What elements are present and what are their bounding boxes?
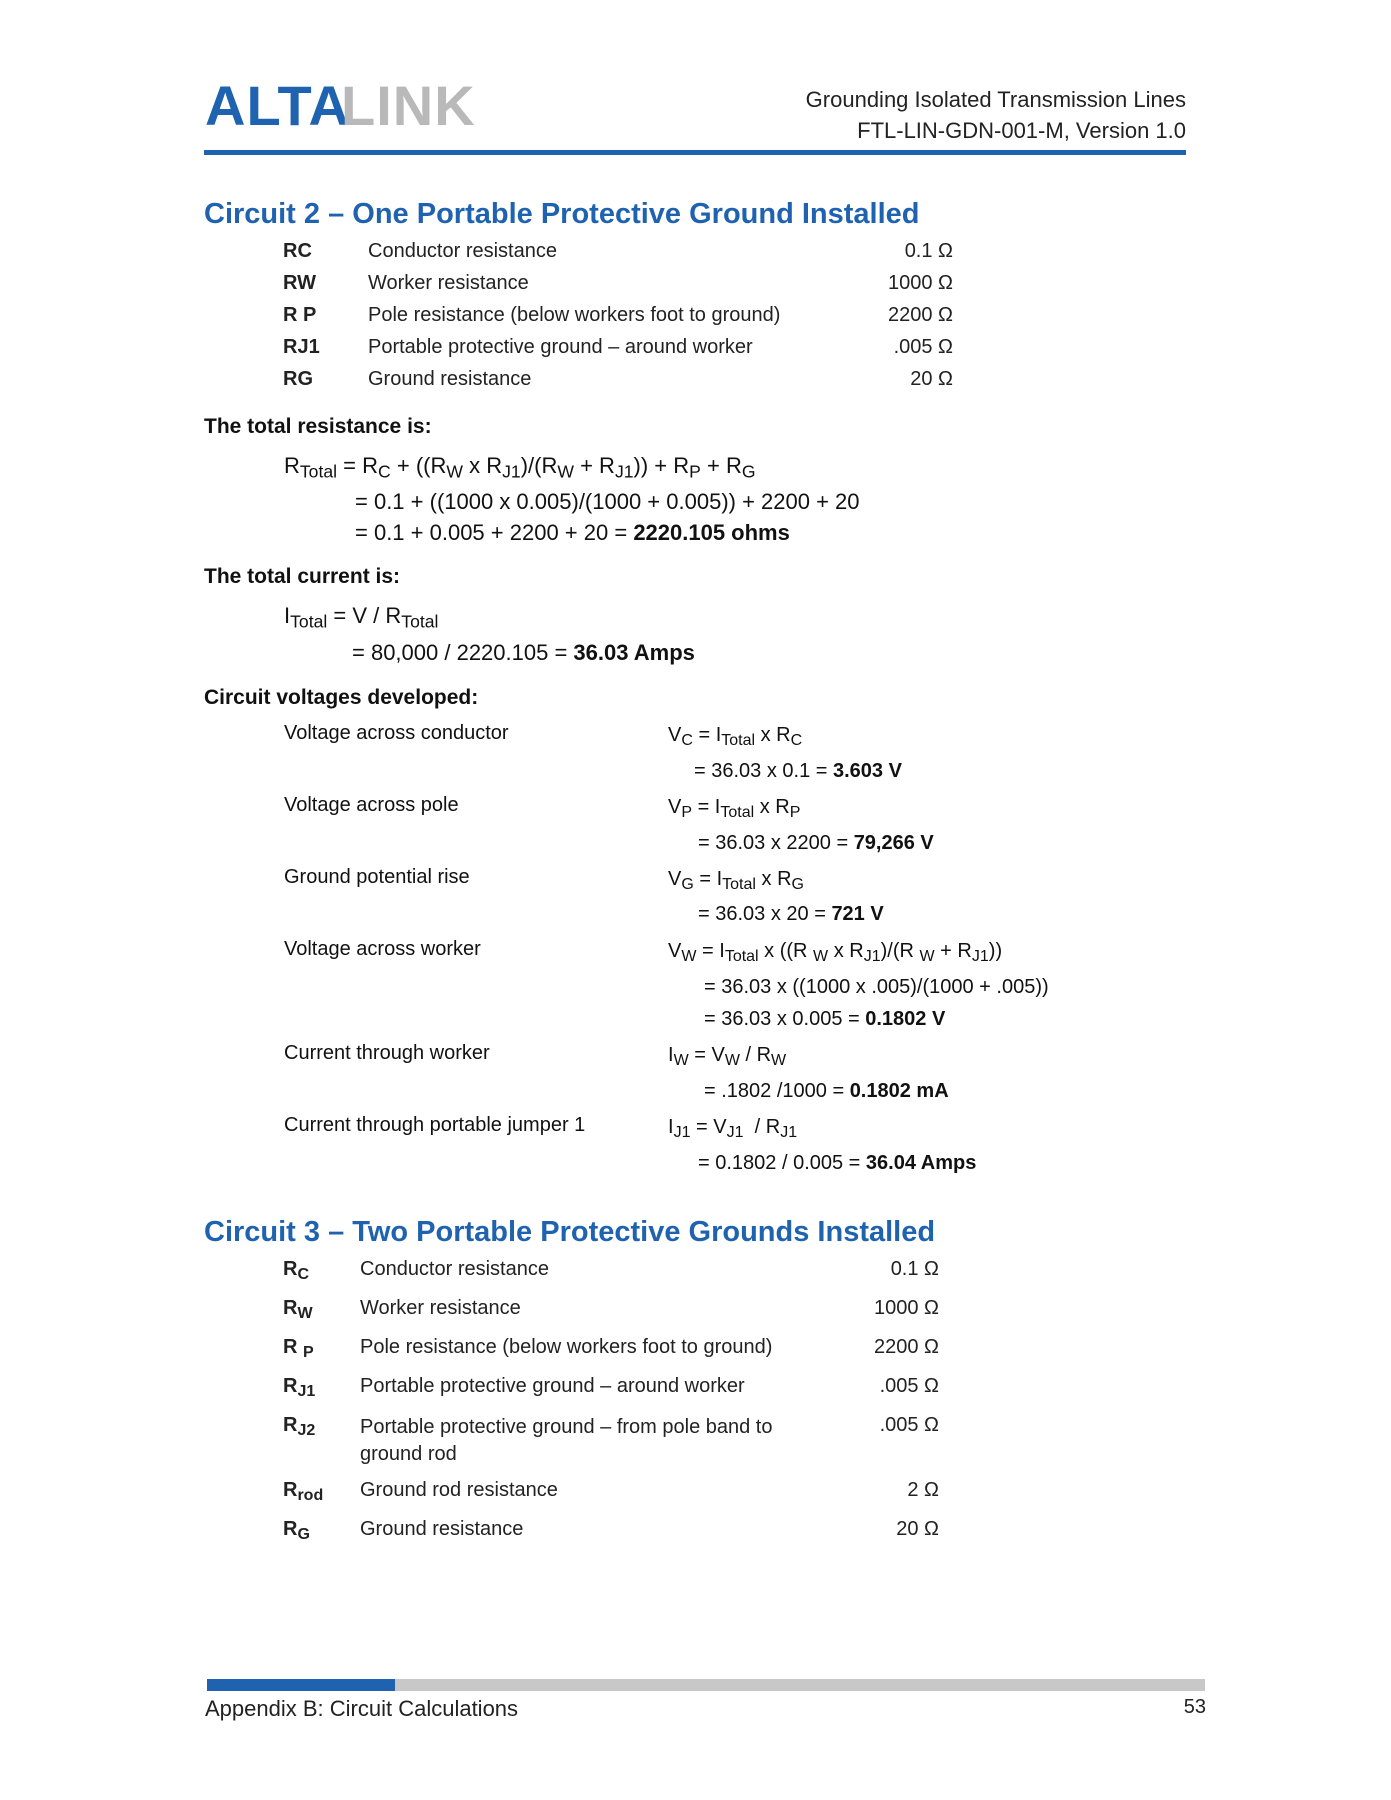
- voltage-conductor-formula: $V_C = I_{Total}$ x $R_C$: [668, 724, 803, 749]
- resistor-code: $R_{J2}$: [283, 1414, 316, 1439]
- worker-current-formula: $I_W = V_W / R_W$: [668, 1044, 787, 1069]
- header-rule: [204, 150, 1186, 155]
- rtotal-formula: $R_{Total} = R_C + ((R_W$ x $R_{J1})/(R_W + R_{J1})) + R_P + R_G$: [284, 453, 756, 482]
- footer-section-title: Appendix B: Circuit Calculations: [205, 1696, 519, 1721]
- resistor-code: $R_C$: [283, 1258, 310, 1283]
- footer-progress-bar-track: [395, 1679, 1205, 1691]
- voltage-worker-calc1: = 36.03 x ((1000 x .005)/(1000 + .005)): [704, 976, 1049, 998]
- total-current-heading: The total current is:: [204, 565, 401, 588]
- jumper-current-label: Current through portable jumper 1: [284, 1114, 586, 1136]
- resistor-value: 20 Ω: [896, 1518, 939, 1540]
- header-title: Grounding Isolated Transmission Lines: [805, 87, 1186, 112]
- resistor-desc: Pole resistance (below workers foot to ground): [368, 304, 781, 326]
- resistor-value: .005 Ω: [879, 1414, 939, 1436]
- rtotal-value: 2220.105 ohms: [633, 520, 790, 545]
- resistor-desc: Conductor resistance: [368, 240, 557, 262]
- resistor-code: RG: [283, 368, 313, 390]
- resistor-desc: Ground resistance: [368, 368, 532, 390]
- resistor-code: $R_W$: [283, 1297, 313, 1322]
- resistor-value: 1000 Ω: [874, 1297, 939, 1319]
- jumper-current-calc: = 0.1802 / 0.005 = 36.04 Amps: [698, 1152, 977, 1174]
- resistor-code: $R_{J1}$: [283, 1375, 316, 1400]
- resistor-code: RW: [283, 272, 316, 294]
- itotal-value: 36.03 Amps: [573, 640, 695, 665]
- resistor-code: R $_P$: [283, 1336, 314, 1361]
- rtotal-result: = 0.1 + 0.005 + 2200 + 20 = 2220.105 ohms: [355, 520, 790, 545]
- rtotal-substitution: = 0.1 + ((1000 x 0.005)/(1000 + 0.005)) + 2200 + 20: [355, 489, 860, 514]
- document-header: [806, 84, 1186, 146]
- voltage-worker-formula: $V_W = I_{Total}$ x ((R $_W$ x $R_{J1})/(R$ $_W + R_{J1}$)): [668, 940, 1003, 965]
- voltage-worker-label: Voltage across worker: [284, 938, 481, 960]
- circuit-voltages-heading: Circuit voltages developed:: [204, 686, 479, 709]
- resistor-desc: Ground rod resistance: [360, 1479, 558, 1501]
- footer-progress-bar-accent: [207, 1679, 395, 1691]
- circuit3-title: Circuit 3 – Two Portable Protective Grounds Installed: [204, 1216, 936, 1248]
- resistor-desc: Pole resistance (below workers foot to ground): [360, 1336, 773, 1358]
- resistor-desc: Portable protective ground – around worker: [368, 336, 753, 358]
- itotal-result: = 80,000 / 2220.105 = 36.03 Amps: [352, 640, 695, 665]
- resistor-value: .005 Ω: [879, 1375, 939, 1397]
- worker-current-label: Current through worker: [284, 1042, 490, 1064]
- ground-potential-rise-label: Ground potential rise: [284, 866, 470, 888]
- resistor-desc: Conductor resistance: [360, 1258, 549, 1280]
- ground-potential-rise-calc: = 36.03 x 20 = 721 V: [698, 903, 884, 925]
- voltage-conductor-calc: = 36.03 x 0.1 = 3.603 V: [694, 760, 902, 782]
- logo-link-text: LINK: [341, 74, 476, 137]
- resistor-value: 0.1 Ω: [904, 240, 953, 262]
- worker-current-calc: = .1802 /1000 = 0.1802 mA: [704, 1080, 949, 1102]
- voltage-pole-label: Voltage across pole: [284, 794, 459, 816]
- resistor-value: 2 Ω: [907, 1479, 939, 1501]
- voltage-worker-calc2: = 36.03 x 0.005 = 0.1802 V: [704, 1008, 946, 1030]
- resistor-code: $R_{rod}$: [283, 1479, 324, 1504]
- logo-alta-text: ALTA: [205, 74, 350, 137]
- resistor-desc: Worker resistance: [368, 272, 529, 294]
- total-resistance-heading: The total resistance is:: [204, 415, 432, 438]
- resistor-desc: Portable protective ground – from pole band to ground rod: [360, 1416, 773, 1465]
- page-number: 53: [1183, 1696, 1206, 1718]
- resistor-code: R P: [283, 304, 317, 326]
- resistor-value: 0.1 Ω: [890, 1258, 939, 1280]
- resistor-desc: Ground resistance: [360, 1518, 524, 1540]
- resistor-code: RJ1: [283, 336, 320, 358]
- resistor-value: 1000 Ω: [888, 272, 953, 294]
- resistor-value: 2200 Ω: [888, 304, 953, 326]
- header-doc-id: FTL-LIN-GDN-001-M, Version 1.0: [857, 118, 1186, 143]
- resistor-code: $R_G$: [283, 1518, 310, 1543]
- resistor-desc: Portable protective ground – around worker: [360, 1375, 745, 1397]
- resistor-value: 20 Ω: [910, 368, 953, 390]
- resistor-desc: Worker resistance: [360, 1297, 521, 1319]
- voltage-pole-calc: = 36.03 x 2200 = 79,266 V: [698, 832, 934, 854]
- resistor-value: 2200 Ω: [874, 1336, 939, 1358]
- voltage-pole-formula: $V_P = I_{Total}$ x $R_P$: [668, 796, 801, 821]
- jumper-current-formula: $I_{J1} = V_{J1} / R_{J1}$: [668, 1116, 798, 1141]
- altalink-logo: [205, 74, 476, 137]
- resistor-value: .005 Ω: [893, 336, 953, 358]
- itotal-formula: $I_{Total} = V / R_{Total}$: [284, 603, 439, 632]
- ground-potential-rise-formula: $V_G = I_{Total}$ x $R_G$: [668, 868, 804, 893]
- circuit2-title: Circuit 2 – One Portable Protective Ground Installed: [204, 198, 920, 230]
- voltage-conductor-label: Voltage across conductor: [284, 722, 509, 744]
- resistor-code: RC: [283, 240, 312, 262]
